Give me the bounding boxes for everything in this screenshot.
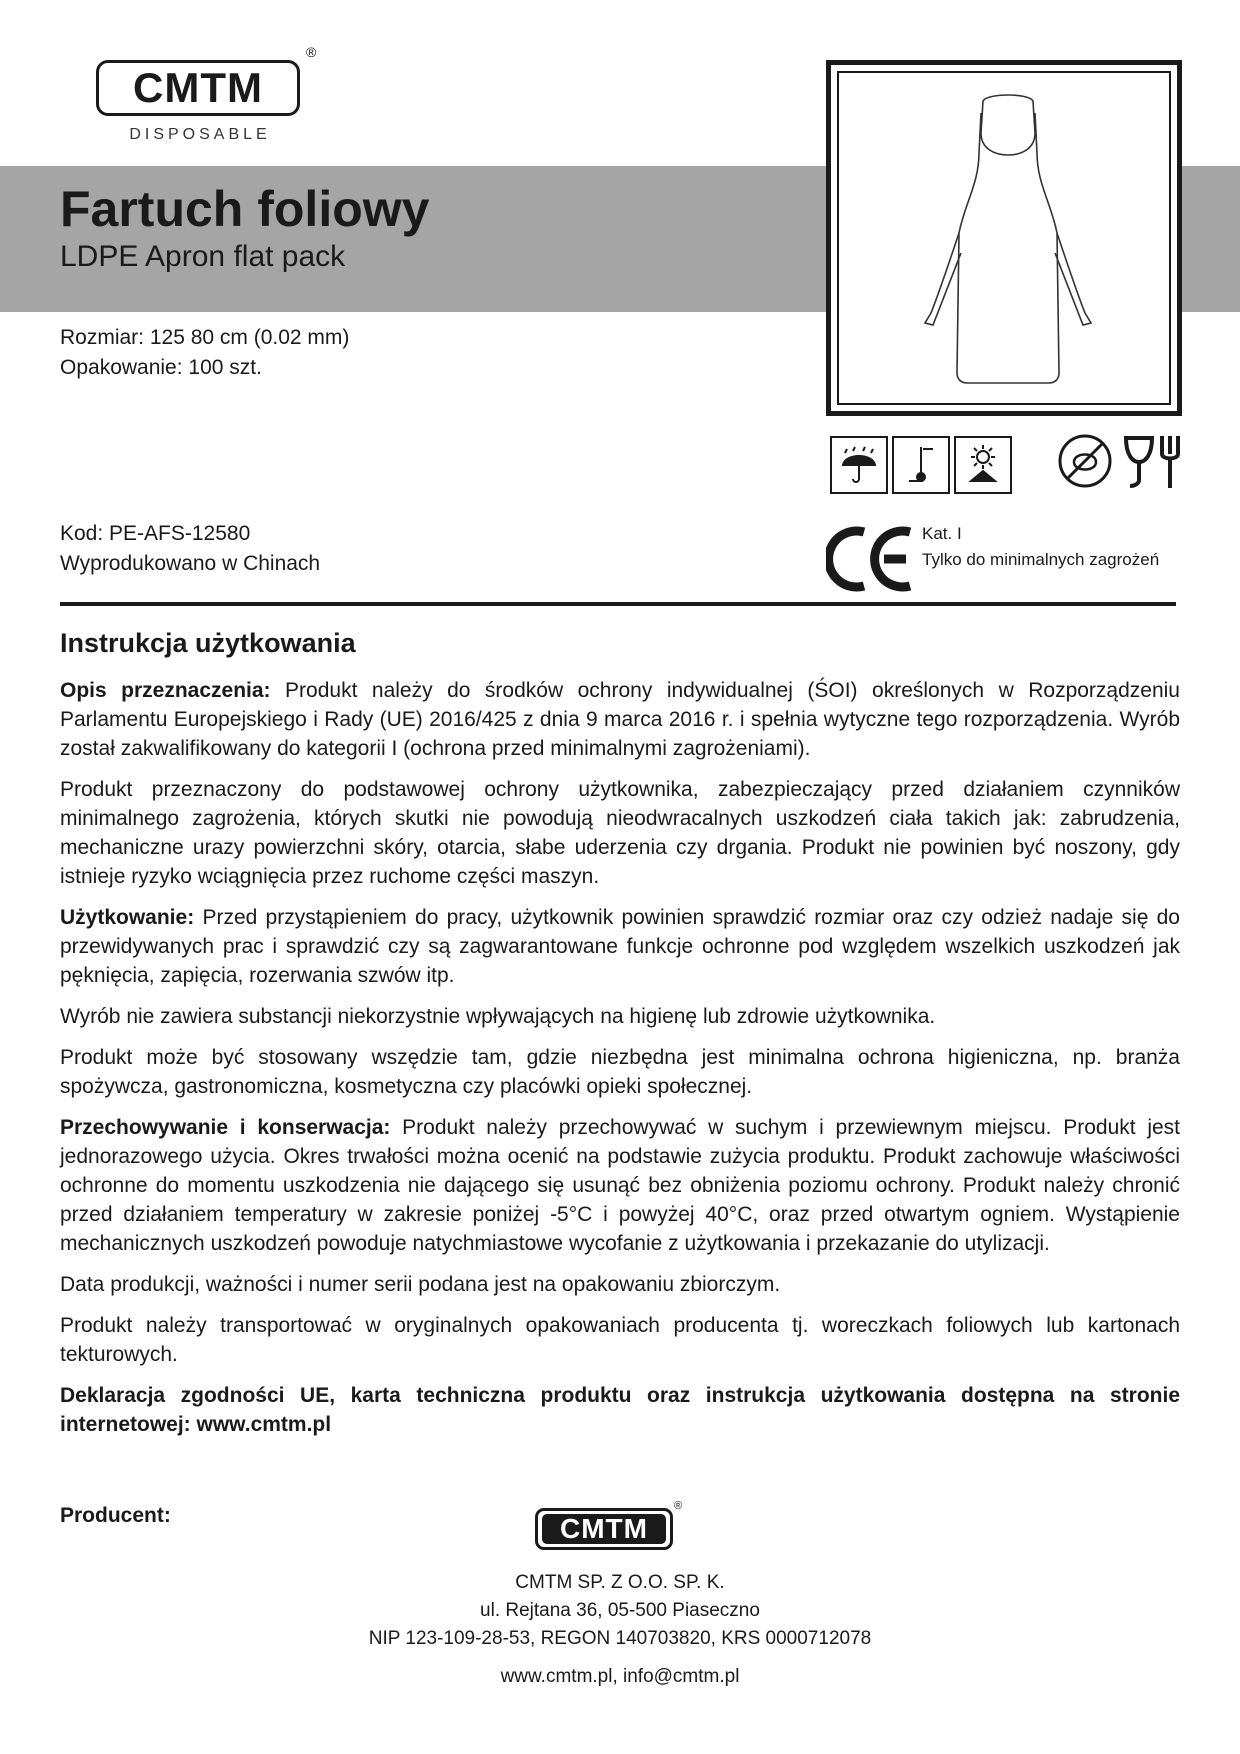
packaging-spec: Opakowanie: 100 szt.	[60, 356, 262, 379]
logo-text: CMTM	[133, 64, 263, 111]
purpose-text: Produkt należy do środków ochrony indywidualnej (ŚOI) określonych w Rozporządzeniu Parlamentu Europejskiego i Rady (UE) 2016/425 z dnia 9 marca 2016 r. i spełnia wytyczne tego rozporządzenia. Wyrób został zakwalifikowany do kategorii I (ochrona przed minimalnymi zagrożeniami).	[60, 679, 1180, 760]
declaration-paragraph: Deklaracja zgodności UE, karta techniczna produktu oraz instrukcja użytkowania dostępna na stronie internetowej: www.cmtm.pl	[60, 1384, 1180, 1436]
product-subtitle: LDPE Apron flat pack	[60, 240, 346, 273]
keep-away-from-sunlight-icon	[954, 436, 1012, 494]
product-title: Fartuch foliowy	[60, 181, 430, 237]
keep-dry-umbrella-icon	[830, 436, 888, 494]
logo-subtitle: DISPOSABLE	[129, 126, 271, 143]
product-code: Kod: PE-AFS-12580	[60, 522, 251, 545]
storage-text: Produkt należy przechowywać w suchym i przewiewnym miejscu. Produkt jest jednorazowego użycia. Okres trwałości można ocenić na podstawie zużycia produktu. Produkt zachowuje właściwości ochronne do momentu uszkodzenia nie dającego się usunąć bez obniżenia poziomu ochrony. Produkt należy chronić przed działaniem temperatury w zakresie poniżej -5°C i powyżej 40°C, oraz przed otwartym ogniem. Wystąpienie mechanicznych uszkodzeń powoduje natychmiastowe wycofanie z użytkowania i przekazanie do utylizacji.	[60, 1116, 1180, 1255]
product-picture	[826, 60, 1182, 416]
transport-paragraph: Produkt należy transportować w oryginalnych opakowaniach producenta tj. woreczkach foliowych lub kartonach tekturowych.	[60, 1314, 1180, 1366]
producer-logo-text: CMTM	[542, 1514, 666, 1544]
substances-paragraph: Wyrób nie zawiera substancji niekorzystnie wpływających na higienę lub zdrowie użytkownika.	[60, 1005, 936, 1028]
company-registry: NIP 123-109-28-53, REGON 140703820, KRS 0000712078	[368, 1628, 872, 1649]
origin: Wyprodukowano w Chinach	[60, 552, 321, 575]
ce-category: Kat. I	[922, 524, 962, 543]
protection-paragraph: Produkt przeznaczony do podstawowej ochrony użytkownika, zabezpieczający przed działaniem czynników minimalnego zagrożenia, których skutki nie powodują nieodwracalnych uszkodzeń ciała takich jak: zabrudzenia, mechaniczne urazy powierzchni skóry, otarcia, słabe uderzenia czy drgania. Produkt nie powinien być noszony, gdy istnieje ryzyko wciągnięcia przez ruchome części maszyn.	[60, 778, 1180, 888]
temperature-limit-icon	[892, 436, 950, 494]
apron-illustration	[839, 73, 1175, 409]
food-contact-glass-fork-icon	[1122, 432, 1182, 497]
producer-logo	[535, 1508, 673, 1550]
purpose-label: Opis przeznaczenia:	[60, 679, 271, 702]
producer-label: Producent:	[60, 1504, 171, 1527]
storage-label: Przechowywanie i konserwacja:	[60, 1116, 391, 1139]
registered-mark: ®	[306, 44, 317, 60]
size-spec: Rozmiar: 125 80 cm (0.02 mm)	[60, 326, 350, 349]
producer-registered-mark: ®	[674, 1500, 683, 1512]
ce-note: Tylko do minimalnych zagrożeń	[922, 550, 1160, 569]
storage-paragraph	[60, 1113, 1180, 1258]
usage-paragraph	[60, 903, 1180, 990]
company-name: CMTM SP. Z O.O. SP. K.	[515, 1572, 725, 1593]
company-contact: www.cmtm.pl, info@cmtm.pl	[500, 1666, 740, 1687]
dates-paragraph: Data produkcji, ważności i numer serii podana jest na opakowaniu zbiorczym.	[60, 1273, 781, 1296]
usage-text: Przed przystąpieniem do pracy, użytkownik powinien sprawdzić rozmiar oraz czy odzież nadaje się do przewidywanych prac i sprawdzić czy są zagwarantowane funkcje ochronne pod względem wszelkich uszkodzeń jak pęknięcia, zapięcia, rozerwania szwów itp.	[60, 906, 1180, 987]
instructions-body	[60, 676, 1180, 1451]
cmtm-logo	[96, 60, 300, 116]
purpose-paragraph	[60, 676, 1180, 763]
do-not-reuse-icon	[1056, 432, 1114, 495]
usage-label: Użytkowanie:	[60, 906, 195, 929]
ce-mark-icon	[826, 524, 916, 599]
instructions-heading: Instrukcja użytkowania	[60, 628, 356, 658]
applications-paragraph: Produkt może być stosowany wszędzie tam, gdzie niezbędna jest minimalna ochrona higieniczna, np. branża spożywcza, gastronomiczna, kosmetyczna czy placówki opieki społecznej.	[60, 1046, 1180, 1098]
company-street: ul. Rejtana 36, 05-500 Piaseczno	[480, 1600, 760, 1621]
section-divider	[60, 602, 1176, 606]
